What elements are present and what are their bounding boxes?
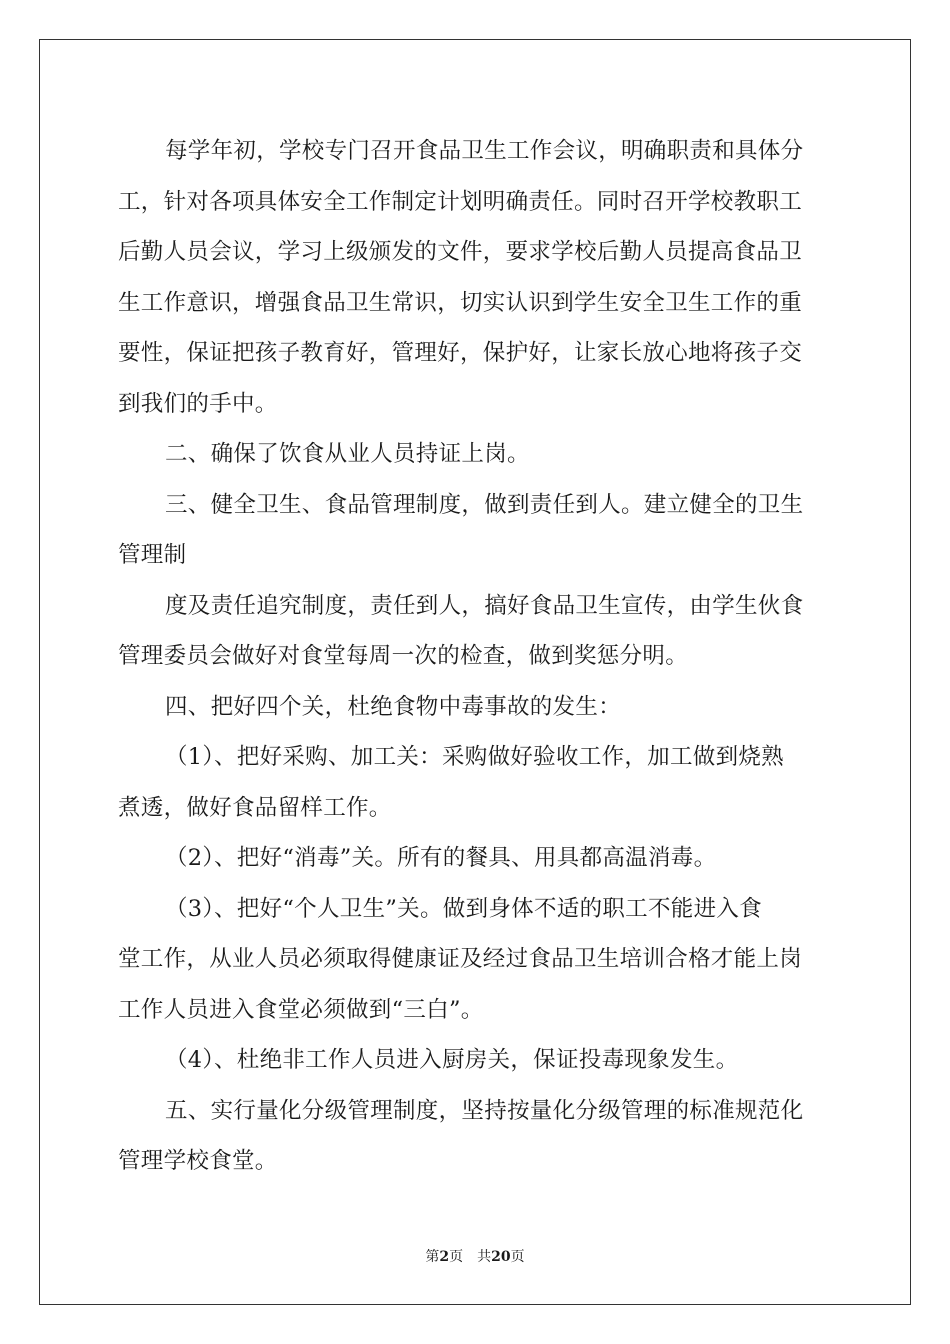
text-line: 到我们的手中。 bbox=[118, 390, 278, 417]
paragraph bbox=[118, 1086, 834, 1187]
text-line: 生工作意识，增强食品卫生常识，切实认识到学生安全卫生工作的重 bbox=[118, 289, 803, 316]
paragraph bbox=[118, 126, 834, 429]
paragraph bbox=[118, 429, 834, 480]
text-line: 三、健全卫生、食品管理制度，做到责任到人。建立健全的卫生 bbox=[165, 491, 804, 518]
text-line: 管理委员会做好对食堂每周一次的检查，做到奖惩分明。 bbox=[118, 643, 689, 669]
page-number: 2 bbox=[439, 1249, 450, 1265]
text-line: （2）、把好“消毒”关。所有的餐具、用具都高温消毒。 bbox=[165, 845, 717, 871]
paragraph bbox=[118, 581, 834, 682]
text-line: 二、确保了饮食从业人员持证上岗。 bbox=[165, 441, 530, 467]
paragraph bbox=[118, 833, 834, 884]
text-line: （3）、把好“个人卫生”关。做到身体不适的职工不能进入食 bbox=[165, 895, 762, 922]
document-body bbox=[118, 126, 834, 1187]
paragraph bbox=[118, 732, 834, 833]
text-line: 五、实行量化分级管理制度，坚持按量化分级管理的标准规范化 bbox=[165, 1097, 804, 1124]
page-suffix: 页 bbox=[449, 1249, 464, 1265]
text-line: 堂工作，从业人员必须取得健康证及经过食品卫生培训合格才能上岗 bbox=[118, 946, 803, 972]
text-line: （1）、把好采购、加工关：采购做好验收工作，加工做到烧熟 bbox=[165, 744, 784, 770]
text-line: 煮透，做好食品留样工作。 bbox=[118, 794, 392, 821]
page-footer bbox=[0, 1246, 950, 1266]
text-line: 每学年初，学校专门召开食品卫生工作会议，明确职责和具体分 bbox=[165, 138, 804, 164]
text-line: 度及责任追究制度，责任到人，搞好食品卫生宣传，由学生伙食 bbox=[165, 592, 804, 619]
text-line: 管理制 bbox=[118, 542, 187, 568]
paragraph bbox=[118, 1035, 834, 1086]
text-line: 后勤人员会议，学习上级颁发的文件，要求学校后勤人员提高食品卫 bbox=[118, 239, 803, 265]
total-pages: 20 bbox=[491, 1249, 511, 1265]
text-line: 工，针对各项具体安全工作制定计划明确责任。同时召开学校教职工 bbox=[118, 188, 803, 215]
text-line: 要性，保证把孩子教育好，管理好，保护好，让家长放心地将孩子交 bbox=[118, 340, 803, 366]
text-line: 工作人员进入食堂必须做到“三白”。 bbox=[118, 996, 484, 1023]
paragraph bbox=[118, 682, 834, 733]
page-prefix: 第 bbox=[425, 1249, 440, 1265]
text-line: 管理学校食堂。 bbox=[118, 1148, 278, 1174]
total-prefix: 共 bbox=[477, 1249, 492, 1265]
text-line: 四、把好四个关，杜绝食物中毒事故的发生： bbox=[165, 693, 622, 720]
paragraph bbox=[118, 480, 834, 581]
text-line: （4）、杜绝非工作人员进入厨房关，保证投毒现象发生。 bbox=[165, 1047, 739, 1073]
paragraph bbox=[118, 884, 834, 1036]
total-suffix: 页 bbox=[510, 1249, 525, 1265]
